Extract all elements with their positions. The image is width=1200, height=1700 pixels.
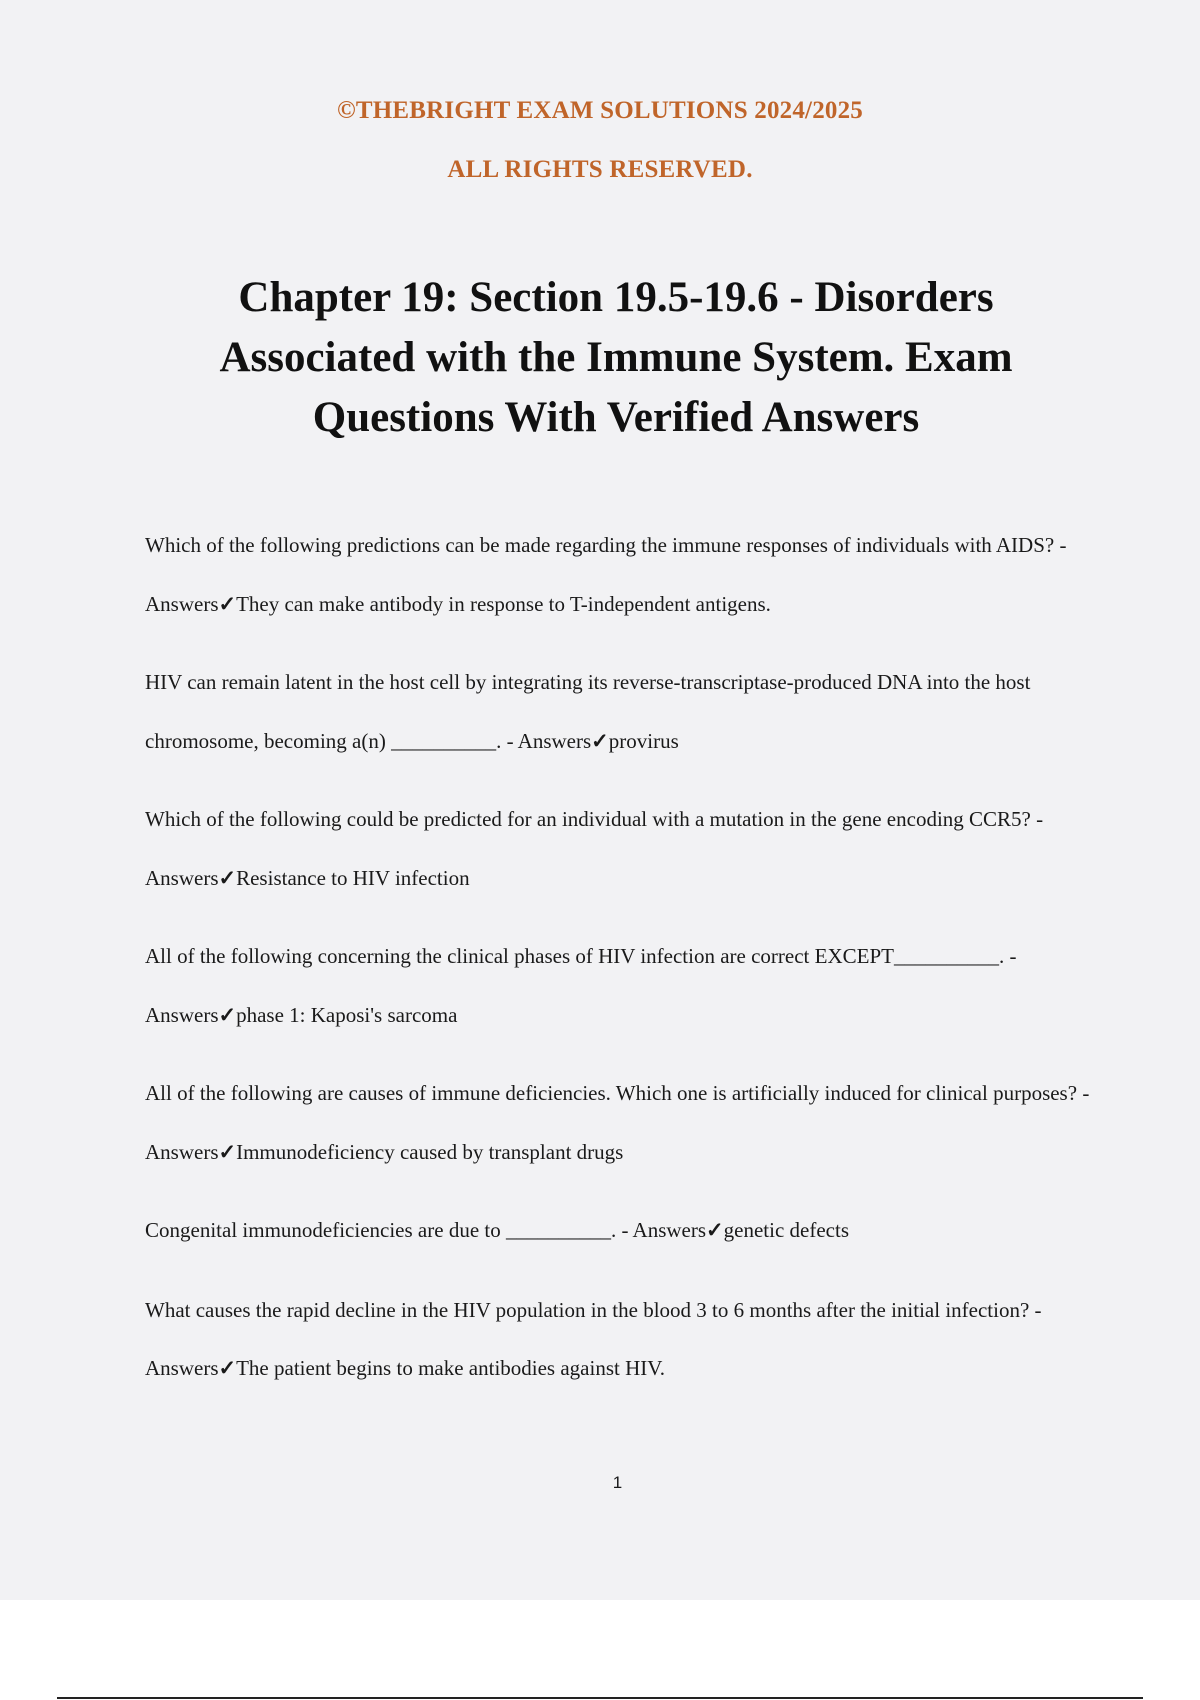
qa-item xyxy=(145,927,1095,1044)
qa-item xyxy=(145,1064,1095,1181)
answer-text: phase 1: Kaposi's sarcoma xyxy=(236,1002,458,1027)
rights-reserved-header: ALL RIGHTS RESERVED. xyxy=(447,156,753,183)
question-text: All of the following are causes of immune deficiencies. Which one is artificially induced for clinical purposes? xyxy=(145,1081,1078,1105)
check-icon: ✓ xyxy=(218,1356,237,1380)
check-icon: ✓ xyxy=(218,591,237,616)
qa-item xyxy=(145,790,1095,907)
answer-label: - Answers xyxy=(145,944,1017,1027)
page-divider xyxy=(57,1697,1143,1699)
question-text: All of the following concerning the clinical phases of HIV infection are correct EXCEPT__________. xyxy=(145,944,1005,968)
qa-item xyxy=(145,516,1095,633)
answer-text: Resistance to HIV infection xyxy=(236,865,470,890)
page-number: 1 xyxy=(612,1473,623,1492)
document-title: Chapter 19: Section 19.5-19.6 - Disorders Associated with the Immune System. Exam Questions With Verified Answers xyxy=(219,274,1013,441)
answer-text: provirus xyxy=(608,728,679,753)
qa-item xyxy=(145,1201,1095,1260)
check-icon: ✓ xyxy=(218,865,237,890)
answer-label: - Answers xyxy=(145,1081,1090,1164)
answer-text: The patient begins to make antibodies against HIV. xyxy=(236,1356,665,1380)
question-text: Which of the following could be predicted for an individual with a mutation in the gene encoding CCR5? xyxy=(145,807,1031,831)
question-text: HIV can remain latent in the host cell by integrating its reverse-transcriptase-produced DNA into the host chromosome, becoming a(n) __________. xyxy=(145,670,1031,753)
question-text: Congenital immunodeficiencies are due to __________. xyxy=(145,1218,617,1242)
answer-label: - Answers xyxy=(616,1218,707,1242)
answer-label: - Answers xyxy=(145,533,1067,616)
question-text: Which of the following predictions can be made regarding the immune responses of individuals with AIDS? xyxy=(145,533,1055,557)
answer-label: - Answers xyxy=(501,728,592,753)
answer-label: - Answers xyxy=(145,1297,1042,1380)
check-icon: ✓ xyxy=(706,1218,724,1242)
answer-text: They can make antibody in response to T-independent antigens. xyxy=(236,591,771,616)
question-text: What causes the rapid decline in the HIV population in the blood 3 to 6 months after the initial infection? xyxy=(145,1297,1030,1322)
answer-text: Immunodeficiency caused by transplant drugs xyxy=(236,1139,624,1164)
check-icon: ✓ xyxy=(218,1002,237,1027)
copyright-header: ©THEBRIGHT EXAM SOLUTIONS 2024/2025 xyxy=(336,97,863,124)
qa-item xyxy=(145,1281,1095,1398)
answer-text: genetic defects xyxy=(723,1218,849,1242)
check-icon: ✓ xyxy=(591,728,609,753)
qa-item xyxy=(145,653,1095,770)
answer-label: - Answers xyxy=(145,807,1044,890)
check-icon: ✓ xyxy=(218,1139,237,1164)
qa-list xyxy=(145,516,1095,1418)
